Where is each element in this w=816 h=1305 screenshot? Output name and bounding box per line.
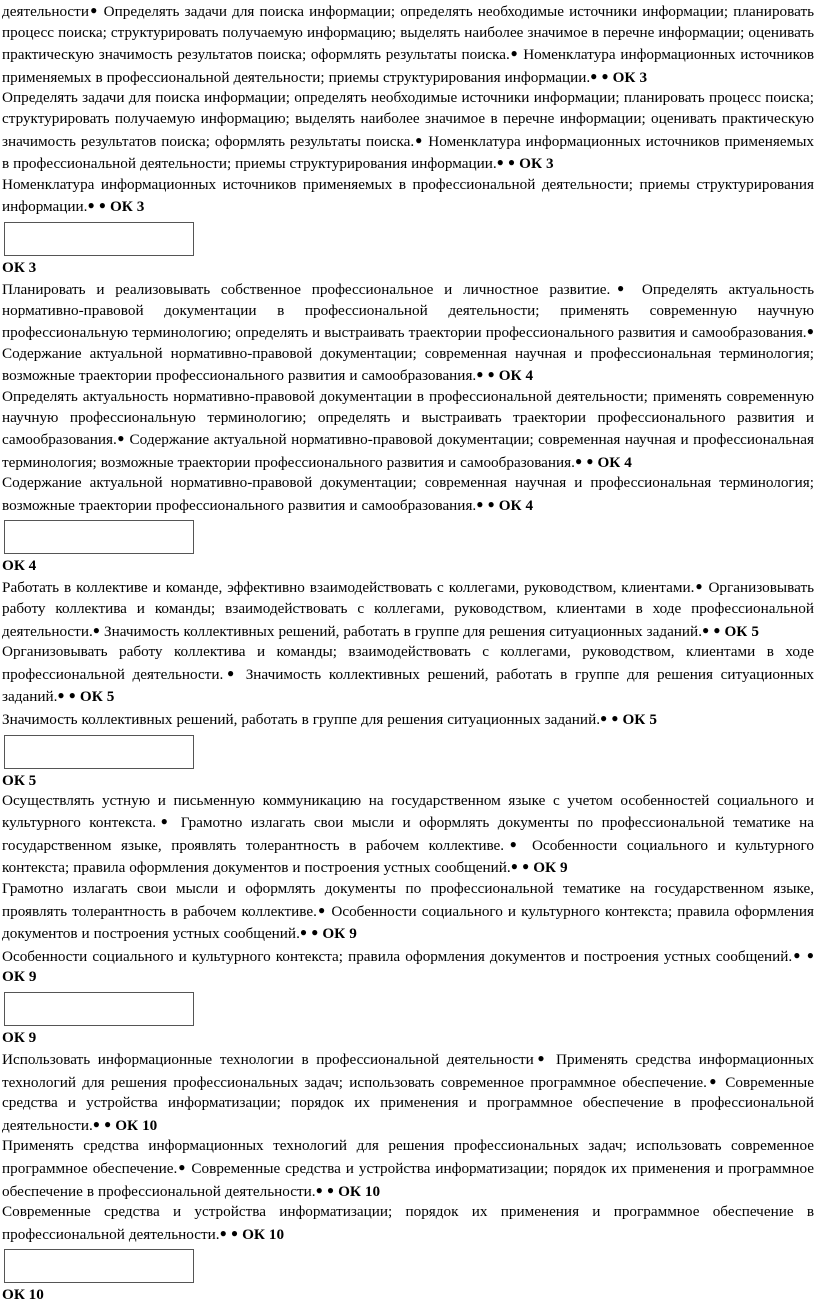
competency-paragraph [2, 1136, 814, 1202]
paragraph-text: Применять средства информационных технологий для решения профессиональных задач; использовать современное программное обеспечение. [2, 1137, 814, 1177]
bullet-icon: ● [533, 1050, 549, 1065]
bullet-icon: ● [611, 711, 619, 726]
competency-code: ОК 10 [334, 1182, 381, 1200]
competency-heading: ОК 3 [2, 258, 37, 276]
bullet-icon: ● [316, 902, 327, 917]
paragraph-text: Содержание актуальной нормативно-правовой документации; современная научная и профессиональная терминология; возможные траектории профессионального развития и самообразования. [2, 344, 814, 385]
bullet-icon: ● [600, 711, 608, 726]
paragraph-text: Номенклатура информационных источников применяемых в профессиональной деятельности; приемы структурирования информации. [2, 175, 814, 216]
bullet-icon: ● [156, 814, 173, 829]
competency-code: ОК 5 [720, 622, 759, 640]
bullet-icon: ● [223, 665, 238, 680]
bullet-icon: ● [806, 947, 815, 962]
paragraph-text: Определять актуальность нормативно-правовой документации в профессиональной деятельности; применять современную научную профессиональную терминологию; определять и выстраивать траектории профессионального развития и самообразования. [2, 280, 814, 342]
empty-table-cell [4, 222, 194, 256]
bullet-icon: ● [92, 1116, 100, 1131]
bullet-icon: ● [177, 1159, 187, 1174]
paragraph-text: Применять средства информационных технологий для решения профессиональных задач; использовать современное программное обеспечение. [2, 1050, 814, 1091]
competency-paragraph [2, 642, 814, 708]
competency-heading: ОК 5 [2, 771, 37, 789]
paragraph-text: Содержание актуальной нормативно-правовой документации; современная научная и профессиональная терминология; возможные траектории профессионального развития и самообразования. [2, 474, 814, 514]
paragraph-text: Грамотно излагать свои мысли и оформлять документы по профессиональной тематике на государственном языке, проявлять толерантность в рабочем коллективе. [2, 814, 814, 854]
bullet-icon: ● [230, 1225, 239, 1240]
bullet-icon: ● [590, 68, 598, 83]
competency-paragraph [2, 0, 814, 88]
paragraph-text: деятельности [2, 3, 89, 20]
competency-paragraph [2, 473, 814, 516]
paragraph-text: Особенности социального и культурного контекста; правила оформления документов и построения устных сообщений. [2, 836, 815, 877]
bullet-icon: ● [487, 496, 495, 511]
paragraph-text: Значимость коллективных решений, работать в группе для решения ситуационных заданий. [100, 622, 702, 640]
bullet-icon: ● [574, 453, 583, 468]
paragraph-text: Особенности социального и культурного контекста; правила оформления документов и построения устных сообщений. [2, 947, 793, 965]
competency-code: ОК 3 [515, 155, 554, 173]
bullet-icon: ● [706, 1073, 719, 1088]
bullet-icon: ● [88, 3, 99, 17]
bullet-icon: ● [326, 1182, 335, 1197]
competency-heading: ОК 9 [2, 1028, 37, 1046]
bullet-icon: ● [57, 688, 65, 703]
paragraph-text: Планировать и реализовывать собственное профессиональное и личностное развитие. [2, 280, 611, 298]
competency-paragraph [2, 576, 814, 642]
competency-paragraph [2, 1202, 814, 1245]
bullet-icon: ● [98, 198, 106, 213]
paragraph-text: Значимость коллективных решений, работать в группе для решения ситуационных заданий. [2, 665, 815, 706]
paragraph-text: Организовывать работу коллектива и команды; взаимодействовать с коллегами, руководством, клиентами в ходе профессиональной деятельности. [2, 643, 814, 683]
competency-paragraph [2, 175, 814, 218]
paragraph-text: Современные средства и устройства информатизации; порядок их применения и программное обеспечение в профессиональной деятельности. [2, 1159, 815, 1200]
competency-paragraph [2, 879, 814, 945]
competency-code: ОК 3 [105, 198, 145, 216]
bullet-icon: ● [586, 453, 594, 468]
competency-code: ОК 4 [494, 367, 534, 385]
empty-table-cell [4, 735, 194, 769]
bullet-icon: ● [219, 1225, 227, 1240]
paragraph-text: Осуществлять устную и письменную коммуникацию на государственном языке с учетом особенностей социального и культурного контекста. [2, 791, 814, 832]
bullet-icon: ● [299, 925, 308, 940]
paragraph-text: Использовать информационные технологии в профессиональной деятельности [2, 1050, 534, 1068]
bullet-icon: ● [496, 155, 504, 170]
bullet-icon: ● [476, 367, 484, 382]
paragraph-text: Грамотно излагать свои мысли и оформлять документы по профессиональной тематике на государственном языке, проявлять толерантность в рабочем коллективе. [2, 880, 814, 920]
competency-paragraph [2, 791, 814, 879]
bullet-icon: ● [601, 68, 609, 83]
bullet-icon: ● [311, 925, 319, 940]
paragraph-text: Содержание актуальной нормативно-правовой документации; современная научная и профессиональная терминология; возможные траектории профессионального развития и самообразования. [2, 431, 815, 471]
paragraph-text: Особенности социального и культурного контекста; правила оформления документов и построения устных сообщений. [2, 902, 814, 943]
competency-code: ОК 4 [494, 496, 534, 514]
bullet-icon: ● [610, 280, 632, 295]
competency-code: ОК 3 [608, 68, 648, 86]
empty-table-cell [4, 520, 194, 554]
paragraph-text: Номенклатура информационных источников применяемых в профессиональной деятельности; приемы структурирования информации. [2, 132, 814, 173]
paragraph-text: Организовывать работу коллектива и команды; взаимодействовать с коллегами, руководством, клиентами в ходе профессиональной деятельности. [2, 579, 815, 640]
competency-paragraph [2, 945, 814, 988]
empty-table-cell [4, 992, 194, 1026]
bullet-icon: ● [806, 324, 814, 339]
competency-code: ОК 9 [2, 968, 37, 986]
bullet-icon: ● [510, 859, 518, 874]
bullet-icon: ● [87, 198, 95, 213]
paragraph-text: Определять актуальность нормативно-правовой документации в профессиональной деятельности; применять современную научную профессиональную терминологию; определять и выстраивать траектории профессионального развития и самообразования. [2, 387, 814, 449]
paragraph-text: Современные средства и устройства информатизации; порядок их применения и программное обеспечение в профессиональной деятельности. [2, 1203, 814, 1243]
competency-code: ОК 10 [238, 1225, 285, 1243]
paragraph-text: Работать в коллективе и команде, эффективно взаимодействовать с коллегами, руководством, клиентами. [2, 579, 695, 597]
competency-paragraph [2, 278, 814, 387]
competency-code: ОК 4 [593, 453, 632, 471]
bullet-icon: ● [92, 622, 100, 637]
competency-heading: ОК 10 [2, 1286, 44, 1304]
competency-code: ОК 5 [618, 711, 657, 729]
bullet-icon: ● [694, 579, 704, 594]
competency-code: ОК 9 [318, 925, 357, 943]
competency-paragraph [2, 387, 814, 473]
bullet-icon: ● [116, 431, 126, 446]
competency-paragraph [2, 88, 814, 174]
competency-code: ОК 9 [529, 859, 568, 877]
bullet-icon: ● [476, 496, 484, 511]
bullet-icon: ● [521, 859, 530, 874]
paragraph-text: Определять задачи для поиска информации; определять необходимые источники информации; планировать процесс поиска; структурировать получаемую информацию; выделять наиболее значимое в перечне информации; оценивать практическую значимость результатов поиска; оформлять результаты поиска. [2, 3, 815, 64]
bullet-icon: ● [504, 836, 523, 851]
bullet-icon: ● [487, 367, 495, 382]
paragraph-text: Современные средства и устройства информатизации; порядок их применения и программное обеспечение в профессиональной деятельности. [2, 1073, 815, 1134]
paragraph-text: Значимость коллективных решений, работать в группе для решения ситуационных заданий. [2, 711, 600, 729]
competency-code: ОК 10 [111, 1116, 158, 1134]
paragraph-text: Определять задачи для поиска информации; определять необходимые источники информации; планировать процесс поиска; структурировать получаемую информацию; выделять наиболее значимое в перечне информации; оценивать практическую значимость результатов поиска; оформлять результаты поиска. [2, 89, 814, 150]
bullet-icon: ● [713, 622, 721, 637]
competency-paragraph [2, 1048, 814, 1136]
bullet-icon: ● [507, 155, 516, 170]
bullet-icon: ● [702, 622, 710, 637]
empty-table-cell [4, 1249, 194, 1283]
competency-code: ОК 5 [75, 688, 115, 706]
bullet-icon: ● [792, 947, 802, 962]
competency-heading: ОК 4 [2, 557, 37, 575]
bullet-icon: ● [104, 1116, 112, 1131]
bullet-icon: ● [315, 1182, 323, 1197]
paragraph-text: Номенклатура информационных источников применяемых в профессиональной деятельности; приемы структурирования информации. [2, 46, 815, 86]
bullet-icon: ● [68, 688, 76, 703]
bullet-icon: ● [414, 132, 424, 147]
competency-paragraph [2, 708, 814, 731]
bullet-icon: ● [509, 46, 519, 61]
